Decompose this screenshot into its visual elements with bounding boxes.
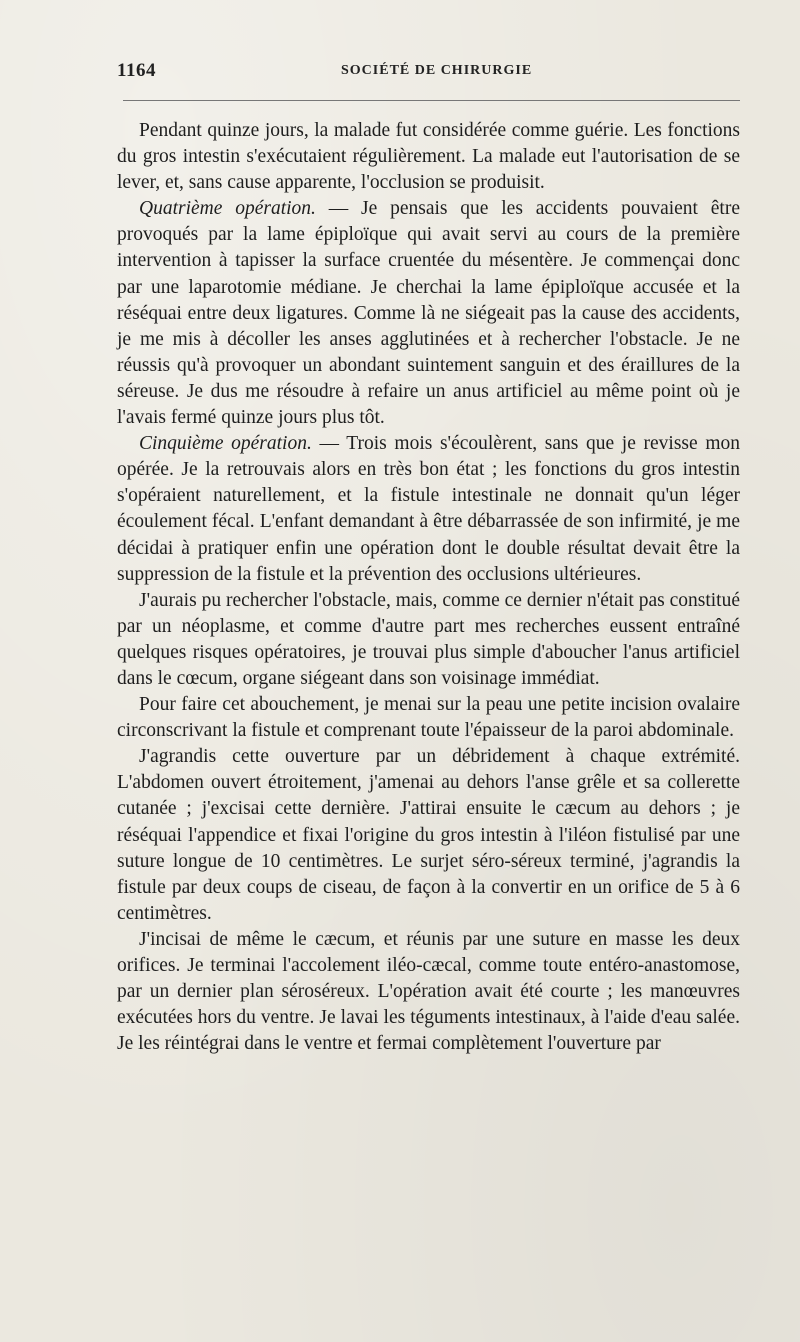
paragraph-text: Pour faire cet abouchement, je menai sur la peau une petite incision ovalaire circonscrivant la fistule et comprenant toute l'épaisseur de la paroi abdominale.	[117, 694, 740, 742]
paragraph-text: — Trois mois s'écoulèrent, sans que je revisse mon opérée. Je la retrouvais alors en très bon état ; les fonctions du gros intestin s'opéraient naturellement, et la fistule intestinale ne donnait qu'un léger écoulement fécal. L'enfant demandant à être débarrassée de son infirmité, je me décidai à pratiquer enfin une opération dont le double résultat devait être la suppression de la fistule et la prévention des occlusions ultérieures.	[117, 433, 740, 585]
section-heading: Quatrième opération.	[139, 198, 316, 220]
header-rule	[123, 100, 740, 101]
paragraph-text: J'incisai de même le cæcum, et réunis par une suture en masse les deux orifices. Je terminai l'accolement iléo-cæcal, comme toute entéro-anastomose, par un dernier plan séroséreux. L'opération avait été courte ; les manœuvres exécutées hors du ventre. Je lavai les téguments intestinaux, à l'aide d'eau salée. Je les réintégrai dans le ventre et fermai complètement l'ouverture par	[117, 928, 740, 1055]
section-heading: Cinquième opération.	[139, 433, 312, 455]
running-title: SOCIÉTÉ DE CHIRURGIE	[341, 63, 533, 78]
page-number: 1164	[117, 60, 156, 81]
paragraph	[117, 588, 740, 692]
paragraph-text: J'aurais pu rechercher l'obstacle, mais, comme ce dernier n'était pas constitué par un néoplasme, et comme d'autre part mes recherches eussent entraîné quelques risques opératoires, je trouvai plus simple d'aboucher l'anus artificiel dans le cœcum, organe siégeant dans son voisinage immédiat.	[117, 589, 740, 689]
paragraph-text: Pendant quinze jours, la malade fut considérée comme guérie. Les fonctions du gros intestin s'exécutaient régulièrement. La malade eut l'autorisation de se lever, et, sans cause apparente, l'occlusion se produisit.	[117, 120, 740, 194]
paragraph	[117, 431, 740, 588]
paragraph-text: J'agrandis cette ouverture par un débridement à chaque extrémité. L'abdomen ouvert étroitement, j'amenai au dehors l'anse grêle et sa collerette cutanée ; j'excisai cette dernière. J'attirai ensuite le cæcum au dehors ; je réséquai l'appendice et fixai l'origine du gros intestin à l'iléon fistulisé par une suture longue de 10 centimètres. Le surjet séro-séreux terminé, j'agrandis la fistule par deux coups de ciseau, de façon à la convertir en un orifice de 5 à 6 centimètres.	[117, 746, 740, 924]
paragraph	[117, 927, 740, 1057]
body-text	[117, 118, 740, 1057]
paragraph	[117, 196, 740, 431]
paragraph-text: — Je pensais que les accidents pouvaient être provoqués par la lame épiploïque qui avait servi au cours de la première intervention à tapisser la surface cruentée du mésentère. Je commençai donc par une laparotomie médiane. Je cherchai la lame épiploïque accusée et la réséquai entre deux ligatures. Comme là ne siégeait pas la cause des accidents, je me mis à décoller les anses agglutinées et à rechercher l'obstacle. Je ne réussis qu'à provoquer un abondant suintement sanguin et des éraillures de la séreuse. Je dus me résoudre à refaire un anus artificiel au même point où je l'avais fermé quinze jours plus tôt.	[117, 198, 740, 429]
paragraph	[117, 118, 740, 196]
page-header	[117, 60, 740, 86]
paragraph	[117, 692, 740, 744]
paragraph	[117, 744, 740, 927]
